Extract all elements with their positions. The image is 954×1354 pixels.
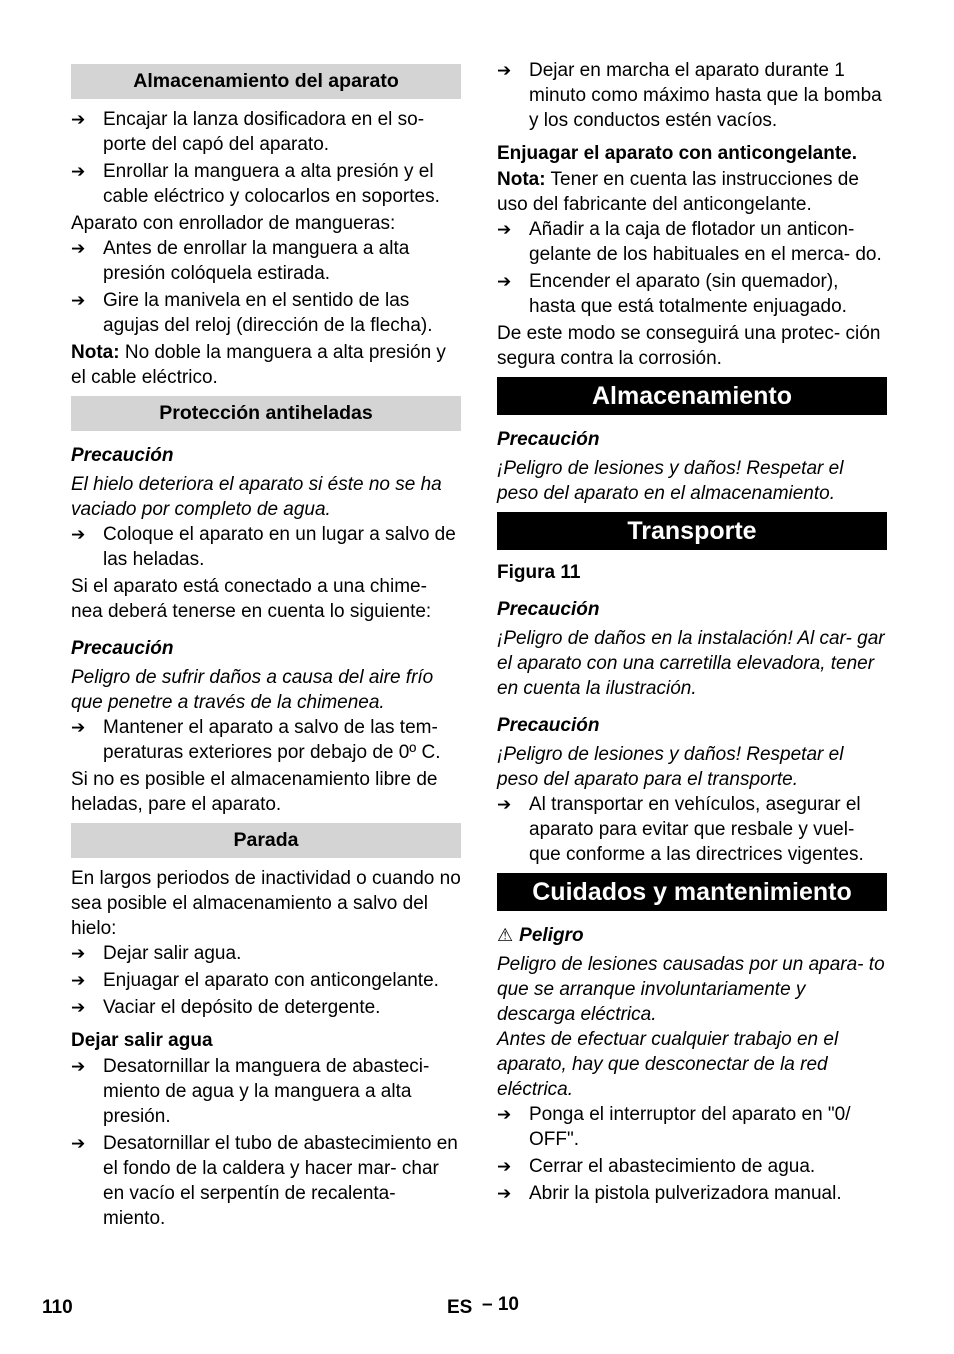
bullet-list	[497, 1102, 887, 1206]
section-page-number: – 10	[482, 1294, 519, 1315]
list-item: ➔ Gire la manivela en el sentido de las agujas del reloj (dirección de la flecha).	[71, 290, 433, 336]
bullet-list	[71, 941, 461, 1020]
bullet-list	[497, 58, 887, 133]
bullet-list	[497, 792, 887, 867]
note: Nota: Tener en cuenta las instrucciones de uso del fabricante del anticongelante.	[497, 169, 859, 215]
danger-text: Antes de efectuar cualquier trabajo en el aparato, hay que desconectar de la red eléctrica.	[497, 1029, 839, 1100]
arrow-icon: ➔	[71, 239, 86, 258]
arrow-icon: ➔	[71, 110, 86, 129]
arrow-icon: ➔	[71, 1134, 86, 1153]
list-item: ➔ Dejar en marcha el aparato durante 1 minuto como máximo hasta que la bomba y los conductos estén vacíos.	[497, 60, 882, 131]
list-item: ➔ Añadir a la caja de flotador un anticon- gelante de los habituales en el merca- do.	[497, 219, 882, 265]
caution-text: ¡Peligro de daños en la instalación! Al car- gar el aparato con una carretilla elevadora, tener en cuenta la ilustración.	[497, 628, 885, 699]
arrow-icon: ➔	[497, 220, 512, 239]
caution-text: ¡Peligro de lesiones y daños! Respetar el peso del aparato en el almacenamiento.	[497, 458, 844, 504]
list-item: ➔ Vaciar el depósito de detergente.	[71, 997, 381, 1018]
figure-reference: Figura 11	[497, 562, 581, 583]
arrow-icon: ➔	[71, 525, 86, 544]
arrow-icon: ➔	[71, 971, 86, 990]
arrow-icon: ➔	[497, 795, 512, 814]
list-item: ➔ Al transportar en vehículos, asegurar el aparato para evitar que resbale y vuel- que conforme a las directrices vigentes.	[497, 794, 864, 865]
right-column	[497, 58, 887, 1208]
list-item: ➔ Dejar salir agua.	[71, 943, 242, 964]
arrow-icon: ➔	[497, 61, 512, 80]
arrow-icon: ➔	[71, 718, 86, 737]
arrow-icon: ➔	[497, 1105, 512, 1124]
list-item: ➔ Enjuagar el aparato con anticongelante.	[71, 970, 439, 991]
arrow-icon: ➔	[71, 998, 86, 1017]
paragraph: En largos periodos de inactividad o cuando no sea posible el almacenamiento a salvo del hielo:	[71, 868, 461, 939]
list-item: ➔ Cerrar el abastecimiento de agua.	[497, 1156, 816, 1177]
chapter-heading: Almacenamiento	[497, 377, 887, 415]
caution-label: Precaución	[71, 638, 174, 659]
page-number: 110	[42, 1297, 73, 1318]
section-heading: Almacenamiento del aparato	[71, 64, 461, 99]
list-item: ➔ Mantener el aparato a salvo de las tem- peraturas exteriores por debajo de 0º C.	[71, 717, 441, 763]
arrow-icon: ➔	[71, 1057, 86, 1076]
arrow-icon: ➔	[497, 272, 512, 291]
list-item: ➔ Enrollar la manguera a alta presión y el cable eléctrico y colocarlos en soportes.	[71, 161, 440, 207]
arrow-icon: ➔	[497, 1184, 512, 1203]
arrow-icon: ➔	[71, 162, 86, 181]
caution-label: Precaución	[497, 715, 600, 736]
bullet-list	[71, 522, 461, 572]
arrow-icon: ➔	[71, 291, 86, 310]
bullet-list	[71, 715, 461, 765]
paragraph: Si el aparato está conectado a una chime- nea deberá tenerse en cuenta lo siguiente:	[71, 576, 432, 622]
bullet-list	[71, 1054, 461, 1231]
arrow-icon: ➔	[71, 944, 86, 963]
caution-text: ¡Peligro de lesiones y daños! Respetar el peso del aparato para el transporte.	[497, 744, 844, 790]
list-item: ➔ Desatornillar el tubo de abastecimiento en el fondo de la caldera y hacer mar- char en vacío el serpentín de recalenta- miento.	[71, 1133, 458, 1229]
caution-label: Precaución	[497, 429, 600, 450]
chapter-heading: Cuidados y mantenimiento	[497, 873, 887, 911]
list-item: ➔ Encajar la lanza dosificadora en el so- porte del capó del aparato.	[71, 109, 425, 155]
caution-text: Peligro de sufrir daños a causa del aire frío que penetre a través de la chimenea.	[71, 667, 434, 713]
list-item: ➔ Desatornillar la manguera de abasteci- miento de agua y la manguera a alta presión.	[71, 1056, 430, 1127]
section-heading: Parada	[71, 823, 461, 858]
warning-icon: ⚠	[497, 925, 514, 945]
list-item: ➔ Abrir la pistola pulverizadora manual.	[497, 1183, 842, 1204]
list-item: ➔ Encender el aparato (sin quemador), hasta que está totalmente enjuagado.	[497, 271, 847, 317]
caution-text: El hielo deteriora el aparato si éste no se ha vaciado por completo de agua.	[71, 474, 442, 520]
note: Nota: No doble la manguera a alta presión y el cable eléctrico.	[71, 342, 446, 388]
language-code: ES	[447, 1297, 473, 1318]
subheading: Dejar salir agua	[71, 1030, 213, 1051]
caution-label: Precaución	[71, 445, 174, 466]
section-heading: Protección antiheladas	[71, 396, 461, 431]
danger-text: Peligro de lesiones causadas por un apara- to que se arranque involuntariamente y descarga eléctrica.	[497, 954, 885, 1025]
bullet-list	[71, 107, 461, 209]
arrow-icon: ➔	[497, 1157, 512, 1176]
list-item: ➔ Coloque el aparato en un lugar a salvo de las heladas.	[71, 524, 456, 570]
bullet-list	[71, 236, 461, 338]
paragraph: De este modo se conseguirá una protec- ción segura contra la corrosión.	[497, 323, 881, 369]
list-item: ➔ Ponga el interruptor del aparato en "0/ OFF".	[497, 1104, 851, 1150]
left-column	[71, 58, 461, 1233]
chapter-heading: Transporte	[497, 512, 887, 550]
danger-label: ⚠ Peligro	[497, 925, 584, 946]
list-item: ➔ Antes de enrollar la manguera a alta presión colóquela estirada.	[71, 238, 410, 284]
caution-label: Precaución	[497, 599, 600, 620]
subheading: Enjuagar el aparato con anticongelante.	[497, 143, 858, 164]
bullet-list	[497, 217, 887, 319]
paragraph: Si no es posible el almacenamiento libre de heladas, pare el aparato.	[71, 769, 438, 815]
paragraph: Aparato con enrollador de mangueras:	[71, 213, 396, 234]
